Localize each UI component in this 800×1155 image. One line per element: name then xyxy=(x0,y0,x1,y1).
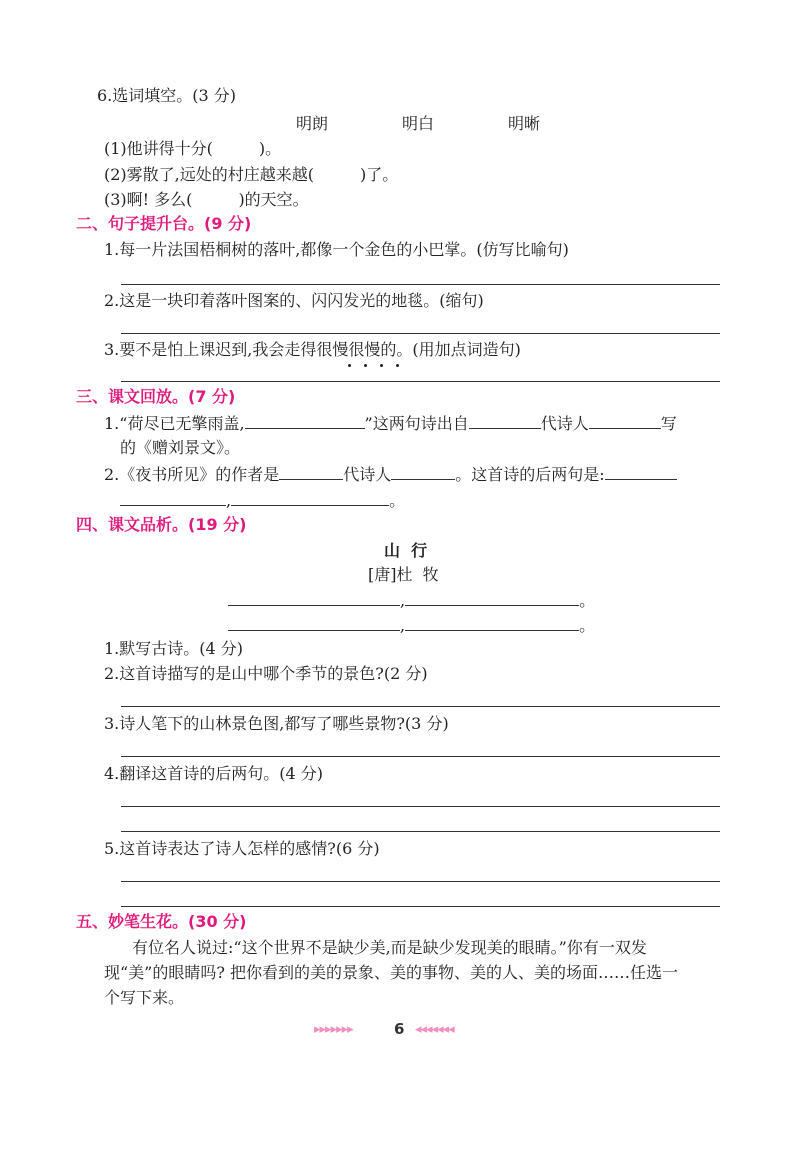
left-arrows-decoration: ▸▸▸▸▸▸▸ xyxy=(314,1022,353,1037)
poem-author: [唐]杜 牧 xyxy=(368,565,439,584)
answer-line[interactable] xyxy=(121,284,720,285)
fill-in-blank[interactable] xyxy=(279,463,343,480)
emphasis-dot xyxy=(364,364,367,367)
fill-in-blank[interactable] xyxy=(405,614,579,631)
sec4-q1: 1.默写古诗。(4 分) xyxy=(104,639,244,658)
emphasis-dot xyxy=(396,364,399,367)
answer-line[interactable] xyxy=(121,756,720,757)
section-3-title: 三、课文回放。(7 分) xyxy=(76,387,236,406)
answer-line[interactable] xyxy=(121,906,720,907)
fill-in-blank[interactable] xyxy=(120,489,226,506)
sec2-q3: 3.要不是怕上课迟到,我会走得很慢很慢的。(用加点词造句) xyxy=(104,340,521,359)
fill-in-blank[interactable] xyxy=(589,412,661,429)
answer-line[interactable] xyxy=(121,806,720,807)
emphasis-dot xyxy=(380,364,383,367)
q6-item-3: (3)啊! 多么( )的天空。 xyxy=(104,190,309,209)
right-arrows-decoration: ◂◂◂◂◂◂◂ xyxy=(415,1022,454,1037)
section-2-title: 二、句子提升台。(9 分) xyxy=(76,214,252,233)
section-4-title: 四、课文品析。(19 分) xyxy=(76,515,247,534)
fill-in-blank[interactable] xyxy=(228,614,400,631)
section-5-title: 五、妙笔生花。(30 分) xyxy=(76,912,247,931)
poem-line-1: , 。 xyxy=(228,589,595,612)
answer-line[interactable] xyxy=(121,706,720,707)
sec5-text-line-3: 个写下来。 xyxy=(104,988,185,1007)
fill-in-blank[interactable] xyxy=(245,412,365,429)
emphasis-dot xyxy=(348,364,351,367)
sec5-text-line-1: 有位名人说过:“这个世界不是缺少美,而是缺少发现美的眼睛。”你有一双发 xyxy=(132,938,647,957)
sec3-q2-cont: , 。 xyxy=(120,489,405,512)
answer-line[interactable] xyxy=(121,333,720,334)
sec3-q1: 1.“荷尽已无擎雨盖, ”这两句诗出自 代诗人 写 xyxy=(104,414,677,433)
poem-line-2: , 。 xyxy=(228,614,595,637)
sec4-q3: 3.诗人笔下的山林景色图,都写了哪些景物?(3 分) xyxy=(104,714,449,733)
fill-in-blank[interactable] xyxy=(391,463,455,480)
sec3-q1-cont: 的《赠刘景文》。 xyxy=(120,438,241,457)
page-number: 6 xyxy=(394,1020,405,1038)
sec3-q2: 2.《夜书所见》的作者是 代诗人 。这首诗的后两句是: xyxy=(104,463,677,486)
fill-in-blank[interactable] xyxy=(469,412,541,429)
answer-line[interactable] xyxy=(121,831,720,832)
sec4-q2: 2.这首诗描写的是山中哪个季节的景色?(2 分) xyxy=(104,664,428,683)
q6-item-1: (1)他讲得十分( )。 xyxy=(104,139,282,158)
sec5-text-line-2: 现“美”的眼睛吗? 把你看到的美的景象、美的事物、美的人、美的场面……任选一 xyxy=(104,963,679,982)
sec2-q1: 1.每一片法国梧桐树的落叶,都像一个金色的小巴掌。(仿写比喻句) xyxy=(104,240,569,259)
sec4-q5: 5.这首诗表达了诗人怎样的感情?(6 分) xyxy=(104,839,380,858)
word-option-3: 明晰 xyxy=(508,114,541,133)
answer-line[interactable] xyxy=(121,881,720,882)
fill-in-blank[interactable] xyxy=(228,589,400,606)
fill-in-blank[interactable] xyxy=(231,489,389,506)
word-option-1: 明朗 xyxy=(296,114,329,133)
fill-in-blank[interactable] xyxy=(605,463,677,480)
sec4-q4: 4.翻译这首诗的后两句。(4 分) xyxy=(104,764,324,783)
sec2-q2: 2.这是一块印着落叶图案的、闪闪发光的地毯。(缩句) xyxy=(104,291,484,310)
fill-in-blank[interactable] xyxy=(405,589,579,606)
poem-title: 山 行 xyxy=(384,541,428,560)
answer-line[interactable] xyxy=(121,381,720,382)
q6-item-2: (2)雾散了,远处的村庄越来越( )了。 xyxy=(104,165,399,184)
word-option-2: 明白 xyxy=(402,114,435,133)
q6-title: 6.选词填空。(3 分) xyxy=(97,86,237,105)
